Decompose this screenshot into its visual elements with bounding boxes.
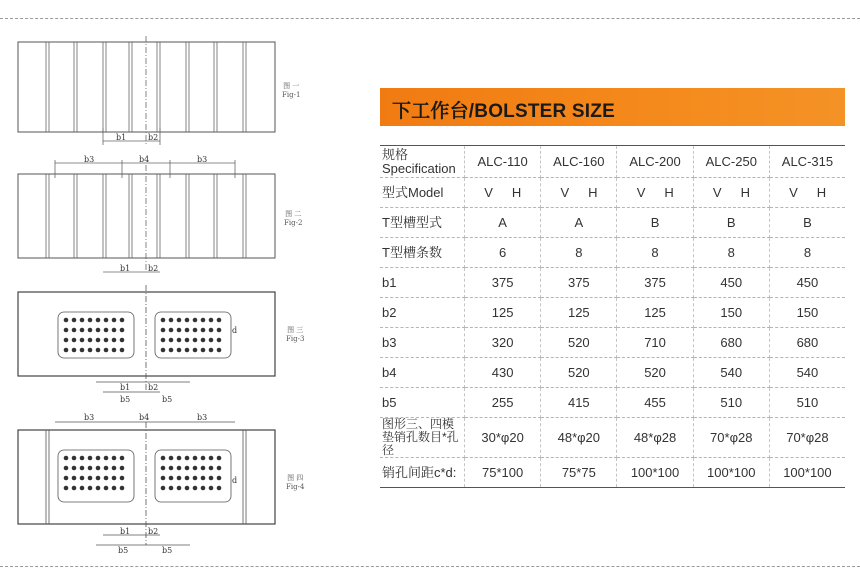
row-label: 型式Model	[380, 178, 465, 208]
table-cell: 75*75	[541, 458, 617, 488]
fig2-label-cn: 图 二	[285, 210, 302, 218]
table-row	[380, 388, 845, 418]
row-label: 图形三、四模垫销孔数目*孔径	[380, 418, 465, 458]
fig3-label	[286, 326, 304, 344]
table-cell: 30*φ20	[465, 418, 541, 458]
table-cell: 375	[617, 268, 693, 298]
table-cell: 710	[617, 328, 693, 358]
row-label: T型槽条数	[380, 238, 465, 268]
row-label: b4	[380, 358, 465, 388]
model-h: H	[664, 185, 674, 200]
fig4-dim-b3-right: b3	[197, 413, 208, 422]
model-v: V	[789, 185, 798, 200]
table-cell: 430	[465, 358, 541, 388]
column-header: ALC-250	[693, 146, 769, 178]
fig3-dim-b2: b2	[148, 383, 159, 392]
table-cell: B	[769, 208, 845, 238]
table-cell: 8	[693, 238, 769, 268]
table-row	[380, 298, 845, 328]
table-cell: 70*φ28	[769, 418, 845, 458]
table-cell: 255	[465, 388, 541, 418]
table-cell: 520	[541, 358, 617, 388]
table-cell: 415	[541, 388, 617, 418]
table-header-row	[380, 146, 845, 178]
table-row	[380, 328, 845, 358]
header-label-cn: 规格	[382, 146, 409, 162]
table-cell: 70*φ28	[693, 418, 769, 458]
table-cell: 125	[465, 298, 541, 328]
table-row	[380, 238, 845, 268]
row-label: T型槽型式	[380, 208, 465, 238]
table-cell: 455	[617, 388, 693, 418]
table-cell: 375	[465, 268, 541, 298]
table-row	[380, 208, 845, 238]
header-label	[380, 146, 465, 178]
table-cell: 6	[465, 238, 541, 268]
fig2-dim-b3-left: b3	[84, 155, 95, 164]
fig4-label	[286, 474, 304, 492]
model-h: H	[740, 185, 750, 200]
fig4-dim-b5-left: b5	[118, 546, 129, 555]
table-cell: 125	[617, 298, 693, 328]
banner-title: 下工作台/BOLSTER SIZE	[392, 101, 615, 122]
model-h: H	[816, 185, 827, 200]
fig3-label-cn: 图 三	[287, 326, 304, 334]
fig4-label-en: Fig-4	[286, 483, 305, 491]
fig4-dim-b3-left: b3	[84, 413, 95, 422]
bolster-size-banner	[380, 88, 845, 126]
table-cell	[693, 178, 769, 208]
table-cell	[541, 178, 617, 208]
fig1-label	[282, 82, 300, 100]
table-cell: 75*100	[465, 458, 541, 488]
table-cell: 100*100	[693, 458, 769, 488]
header-label-en: Specification	[382, 160, 456, 176]
fig2-label	[284, 210, 302, 228]
table-cell: 520	[541, 328, 617, 358]
bolster-drawings	[0, 0, 320, 585]
bolster-drawings-svg	[0, 0, 320, 585]
model-v: V	[560, 185, 570, 200]
fig4-dim-b1: b1	[120, 527, 131, 536]
fig2-drawing	[18, 160, 275, 272]
fig3-dim-b1: b1	[120, 383, 131, 392]
table-cell: 375	[541, 268, 617, 298]
table-cell: 450	[693, 268, 769, 298]
table-cell: 510	[769, 388, 845, 418]
table-cell: B	[617, 208, 693, 238]
table-cell	[465, 178, 541, 208]
fig4-dim-b5-right: b5	[162, 546, 173, 555]
table-row	[380, 178, 845, 208]
table-cell: 680	[769, 328, 845, 358]
table-row	[380, 458, 845, 488]
fig1-label-en: Fig-1	[282, 91, 301, 99]
fig2-label-en: Fig-2	[284, 219, 303, 227]
column-header: ALC-160	[541, 146, 617, 178]
fig3-dim-b5-right: b5	[162, 395, 173, 404]
model-v: V	[712, 185, 722, 200]
table-cell: 320	[465, 328, 541, 358]
table-cell: 150	[693, 298, 769, 328]
fig4-dim-d: d	[232, 476, 238, 485]
column-header: ALC-200	[617, 146, 693, 178]
table-cell: 520	[617, 358, 693, 388]
fig2-dim-b2: b2	[148, 264, 159, 273]
table-cell: 540	[693, 358, 769, 388]
fig3-label-en: Fig-3	[286, 335, 305, 343]
fig1-label-cn: 图 一	[283, 82, 300, 90]
table-cell: B	[693, 208, 769, 238]
fig4-dim-b2: b2	[148, 527, 159, 536]
model-h: H	[511, 185, 522, 200]
table-row	[380, 418, 845, 458]
fig1-dim-b1: b1	[116, 133, 127, 142]
row-label: b1	[380, 268, 465, 298]
column-header: ALC-315	[769, 146, 845, 178]
row-label: 销孔间距c*d:	[380, 458, 465, 488]
fig2-dim-b4: b4	[139, 155, 150, 164]
model-h: H	[588, 185, 598, 200]
table-cell: A	[465, 208, 541, 238]
fig1-dim-b2: b2	[148, 133, 159, 142]
fig2-dim-b3-right: b3	[197, 155, 208, 164]
model-v: V	[636, 185, 646, 200]
row-label: b2	[380, 298, 465, 328]
bolster-spec-table	[380, 145, 845, 488]
table-cell: 450	[769, 268, 845, 298]
table-cell	[617, 178, 693, 208]
row-label: b3	[380, 328, 465, 358]
fig4-label-cn: 图 四	[287, 474, 304, 482]
table-cell: 540	[769, 358, 845, 388]
fig2-dim-b1: b1	[120, 264, 131, 273]
table-cell: 48*φ28	[617, 418, 693, 458]
table-cell: 8	[769, 238, 845, 268]
table-cell: 125	[541, 298, 617, 328]
row-label: b5	[380, 388, 465, 418]
table-cell: 48*φ20	[541, 418, 617, 458]
table-cell: 100*100	[617, 458, 693, 488]
table-cell: 100*100	[769, 458, 845, 488]
fig3-dim-d: d	[232, 326, 238, 335]
table-cell	[769, 178, 845, 208]
fig1-drawing	[18, 36, 275, 145]
table-cell: 150	[769, 298, 845, 328]
table-cell: A	[541, 208, 617, 238]
fig3-dim-b5-left: b5	[120, 395, 131, 404]
table-row	[380, 358, 845, 388]
model-v: V	[484, 185, 493, 200]
table-cell: 8	[617, 238, 693, 268]
fig4-dim-b4: b4	[139, 413, 150, 422]
fig3-drawing	[18, 285, 275, 392]
table-cell: 510	[693, 388, 769, 418]
column-header: ALC-110	[465, 146, 541, 178]
table-cell: 680	[693, 328, 769, 358]
table-cell: 8	[541, 238, 617, 268]
table-row	[380, 268, 845, 298]
